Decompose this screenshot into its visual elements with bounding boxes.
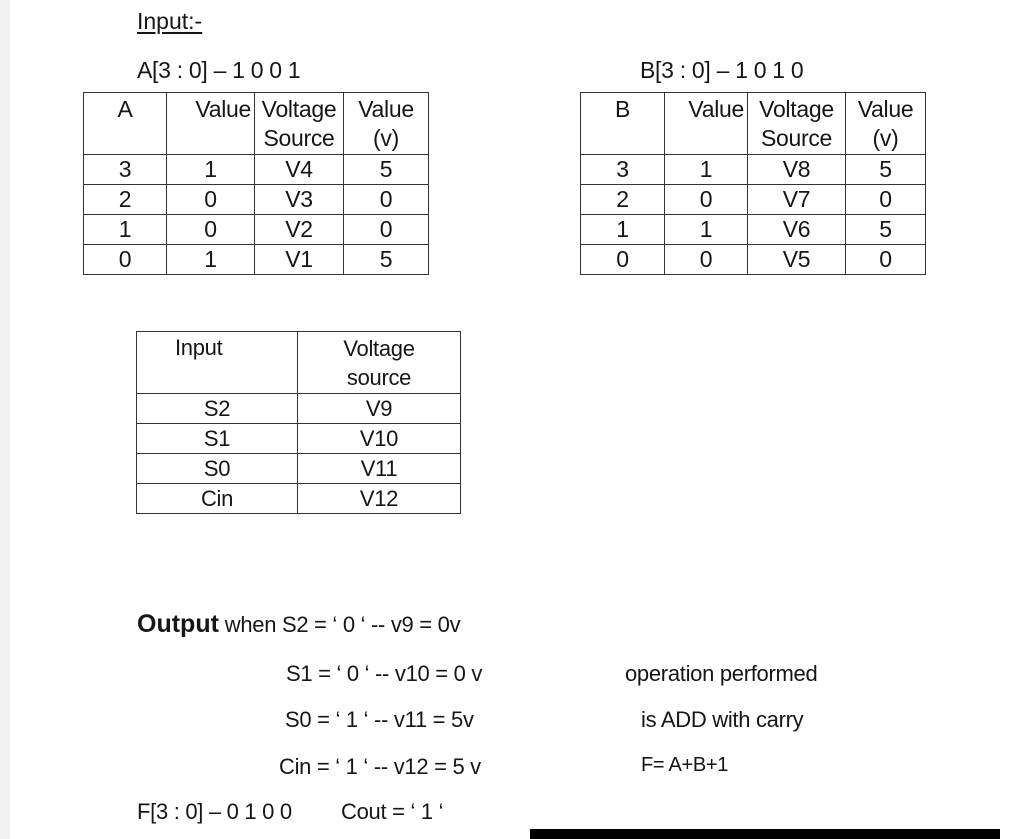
cell-value: 1 (665, 155, 748, 185)
page-margin-strip (0, 0, 10, 839)
cell-source: V3 (255, 185, 344, 215)
cell-value: 1 (167, 155, 255, 185)
table-header-row (84, 93, 429, 155)
table-row (84, 215, 429, 245)
table-row (581, 245, 926, 275)
cell-volts: 5 (344, 245, 429, 275)
header-input: Input (137, 332, 298, 394)
header-bit: B (581, 93, 665, 155)
table-row (84, 245, 429, 275)
output-line-s0: S0 = ‘ 1 ‘ -- v11 = 5v (285, 707, 474, 732)
result-f: F[3 : 0] – 0 1 0 0 (137, 799, 292, 824)
table-row (137, 394, 461, 424)
cell-bit: 0 (84, 245, 167, 275)
cell-source: V9 (298, 394, 461, 424)
cell-volts: 5 (344, 155, 429, 185)
cell-value: 1 (665, 215, 748, 245)
cell-value: 0 (665, 185, 748, 215)
table-row (581, 185, 926, 215)
output-line-cin: Cin = ‘ 1 ‘ -- v12 = 5 v (279, 754, 481, 779)
header-volts: Value (v) (846, 93, 926, 155)
cell-bit: 1 (84, 215, 167, 245)
cell-volts: 0 (846, 185, 926, 215)
header-voltage-source: Voltage source (298, 332, 461, 394)
cell-volts: 5 (846, 215, 926, 245)
cell-volts: 0 (344, 215, 429, 245)
output-line-s2: Output when S2 = ‘ 0 ‘ -- v9 = 0v (137, 610, 461, 638)
table-row (84, 155, 429, 185)
cell-bit: 2 (581, 185, 665, 215)
cell-input: Cin (137, 484, 298, 514)
header-value: Value (665, 93, 748, 155)
cell-source: V12 (298, 484, 461, 514)
output-line-s1: S1 = ‘ 0 ‘ -- v10 = 0 v (286, 661, 483, 686)
output-title: Output (137, 610, 219, 638)
cell-source: V10 (298, 424, 461, 454)
input-a-table (83, 92, 429, 275)
cell-input: S1 (137, 424, 298, 454)
cell-source: V1 (255, 245, 344, 275)
bus-b-value: B[3 : 0] – 1 0 1 0 (640, 57, 804, 83)
table-row (581, 215, 926, 245)
cell-bit: 1 (581, 215, 665, 245)
result-cout: Cout = ‘ 1 ‘ (341, 799, 444, 824)
cell-source: V2 (255, 215, 344, 245)
header-voltage-source: Voltage Source (255, 93, 344, 155)
header-bit: A (84, 93, 167, 155)
table-header-row (581, 93, 926, 155)
cell-bit: 3 (84, 155, 167, 185)
cell-source: V11 (298, 454, 461, 484)
table-row (137, 454, 461, 484)
cell-value: 0 (665, 245, 748, 275)
operation-line-2: is ADD with carry (641, 707, 804, 732)
operation-line-1: operation performed (625, 661, 818, 686)
cell-source: V6 (748, 215, 846, 245)
cell-input: S2 (137, 394, 298, 424)
table-row (581, 155, 926, 185)
cell-value: 0 (167, 185, 255, 215)
cell-bit: 2 (84, 185, 167, 215)
header-voltage-source: Voltage Source (748, 93, 846, 155)
header-volts: Value (v) (344, 93, 429, 155)
bottom-black-bar (530, 829, 1000, 839)
table-header-row (137, 332, 461, 394)
cell-value: 1 (167, 245, 255, 275)
table-row (137, 424, 461, 454)
cell-bit: 0 (581, 245, 665, 275)
table-row (84, 185, 429, 215)
cell-input: S0 (137, 454, 298, 484)
cell-source: V4 (255, 155, 344, 185)
control-inputs-table (136, 331, 461, 514)
cell-source: V7 (748, 185, 846, 215)
input-heading: Input:- (137, 8, 203, 34)
input-b-table (580, 92, 926, 275)
cell-value: 0 (167, 215, 255, 245)
bus-a-value: A[3 : 0] – 1 0 0 1 (137, 57, 301, 83)
cell-volts: 5 (846, 155, 926, 185)
cell-bit: 3 (581, 155, 665, 185)
operation-formula: F= A+B+1 (641, 754, 729, 776)
cell-source: V5 (748, 245, 846, 275)
cell-source: V8 (748, 155, 846, 185)
header-value: Value (167, 93, 255, 155)
table-row (137, 484, 461, 514)
cell-volts: 0 (846, 245, 926, 275)
cell-volts: 0 (344, 185, 429, 215)
